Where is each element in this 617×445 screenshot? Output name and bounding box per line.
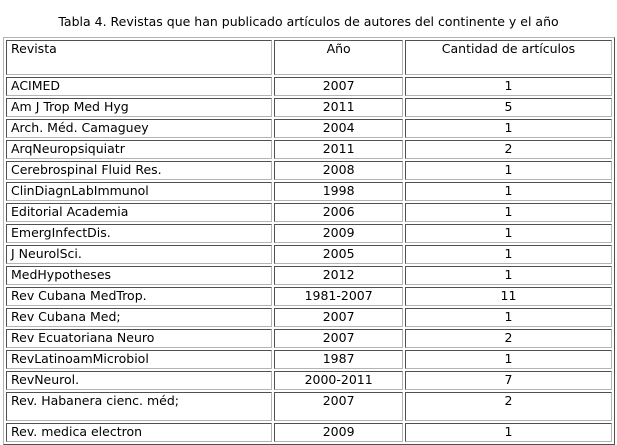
table-row <box>6 224 612 243</box>
cell-cantidad: 7 <box>405 371 612 390</box>
cell-revista: Rev Cubana MedTrop. <box>6 287 272 306</box>
cell-cantidad: 1 <box>405 266 612 285</box>
cell-cantidad: 1 <box>405 119 612 138</box>
cell-revista: ClinDiagnLabImmunol <box>6 182 272 201</box>
cell-revista: Rev. medica electron <box>6 423 272 442</box>
column-header-cantidad: Cantidad de artículos <box>405 40 612 75</box>
cell-revista: ACIMED <box>6 77 272 96</box>
cell-ano: 2000-2011 <box>274 371 403 390</box>
cell-revista: Rev. Habanera cienc. méd; <box>6 392 272 421</box>
cell-cantidad: 1 <box>405 203 612 222</box>
cell-revista: EmergInfectDis. <box>6 224 272 243</box>
cell-cantidad: 1 <box>405 224 612 243</box>
table-row <box>6 308 612 327</box>
cell-revista: ArqNeuropsiquiatr <box>6 140 272 159</box>
cell-revista: Arch. Méd. Camaguey <box>6 119 272 138</box>
cell-ano: 2006 <box>274 203 403 222</box>
cell-ano: 2004 <box>274 119 403 138</box>
cell-cantidad: 1 <box>405 350 612 369</box>
cell-ano: 1998 <box>274 182 403 201</box>
cell-revista: Am J Trop Med Hyg <box>6 98 272 117</box>
cell-ano: 1987 <box>274 350 403 369</box>
column-header-revista: Revista <box>6 40 272 75</box>
cell-ano: 2008 <box>274 161 403 180</box>
cell-ano: 2011 <box>274 140 403 159</box>
cell-cantidad: 2 <box>405 329 612 348</box>
table-header-row <box>6 40 612 75</box>
cell-ano: 2007 <box>274 329 403 348</box>
table-row <box>6 161 612 180</box>
cell-cantidad: 11 <box>405 287 612 306</box>
cell-ano: 2007 <box>274 392 403 421</box>
cell-revista: Rev Ecuatoriana Neuro <box>6 329 272 348</box>
cell-revista: Cerebrospinal Fluid Res. <box>6 161 272 180</box>
table-row <box>6 182 612 201</box>
cell-cantidad: 1 <box>405 77 612 96</box>
cell-cantidad: 5 <box>405 98 612 117</box>
cell-revista: MedHypotheses <box>6 266 272 285</box>
table-row <box>6 287 612 306</box>
table-row <box>6 392 612 421</box>
cell-ano: 2012 <box>274 266 403 285</box>
table-row <box>6 98 612 117</box>
table-row <box>6 423 612 442</box>
table-row <box>6 350 612 369</box>
cell-cantidad: 1 <box>405 245 612 264</box>
cell-cantidad: 2 <box>405 392 612 421</box>
table-row <box>6 329 612 348</box>
cell-cantidad: 1 <box>405 161 612 180</box>
cell-ano: 2009 <box>274 224 403 243</box>
cell-revista: J NeurolSci. <box>6 245 272 264</box>
cell-ano: 2007 <box>274 77 403 96</box>
cell-revista: RevLatinoamMicrobiol <box>6 350 272 369</box>
table-row <box>6 140 612 159</box>
cell-revista: RevNeurol. <box>6 371 272 390</box>
table-row <box>6 119 612 138</box>
table-row <box>6 77 612 96</box>
table-row <box>6 371 612 390</box>
cell-cantidad: 2 <box>405 140 612 159</box>
table-row <box>6 203 612 222</box>
cell-ano: 2009 <box>274 423 403 442</box>
journals-table <box>3 37 615 445</box>
column-header-ano: Año <box>274 40 403 75</box>
cell-ano: 2011 <box>274 98 403 117</box>
cell-cantidad: 1 <box>405 182 612 201</box>
cell-ano: 2007 <box>274 308 403 327</box>
table-caption: Tabla 4. Revistas que han publicado artículos de autores del continente y el año <box>58 14 559 29</box>
table-row <box>6 245 612 264</box>
cell-cantidad: 1 <box>405 308 612 327</box>
cell-cantidad: 1 <box>405 423 612 442</box>
cell-revista: Rev Cubana Med; <box>6 308 272 327</box>
cell-ano: 1981-2007 <box>274 287 403 306</box>
table-row <box>6 266 612 285</box>
cell-ano: 2005 <box>274 245 403 264</box>
cell-revista: Editorial Academia <box>6 203 272 222</box>
